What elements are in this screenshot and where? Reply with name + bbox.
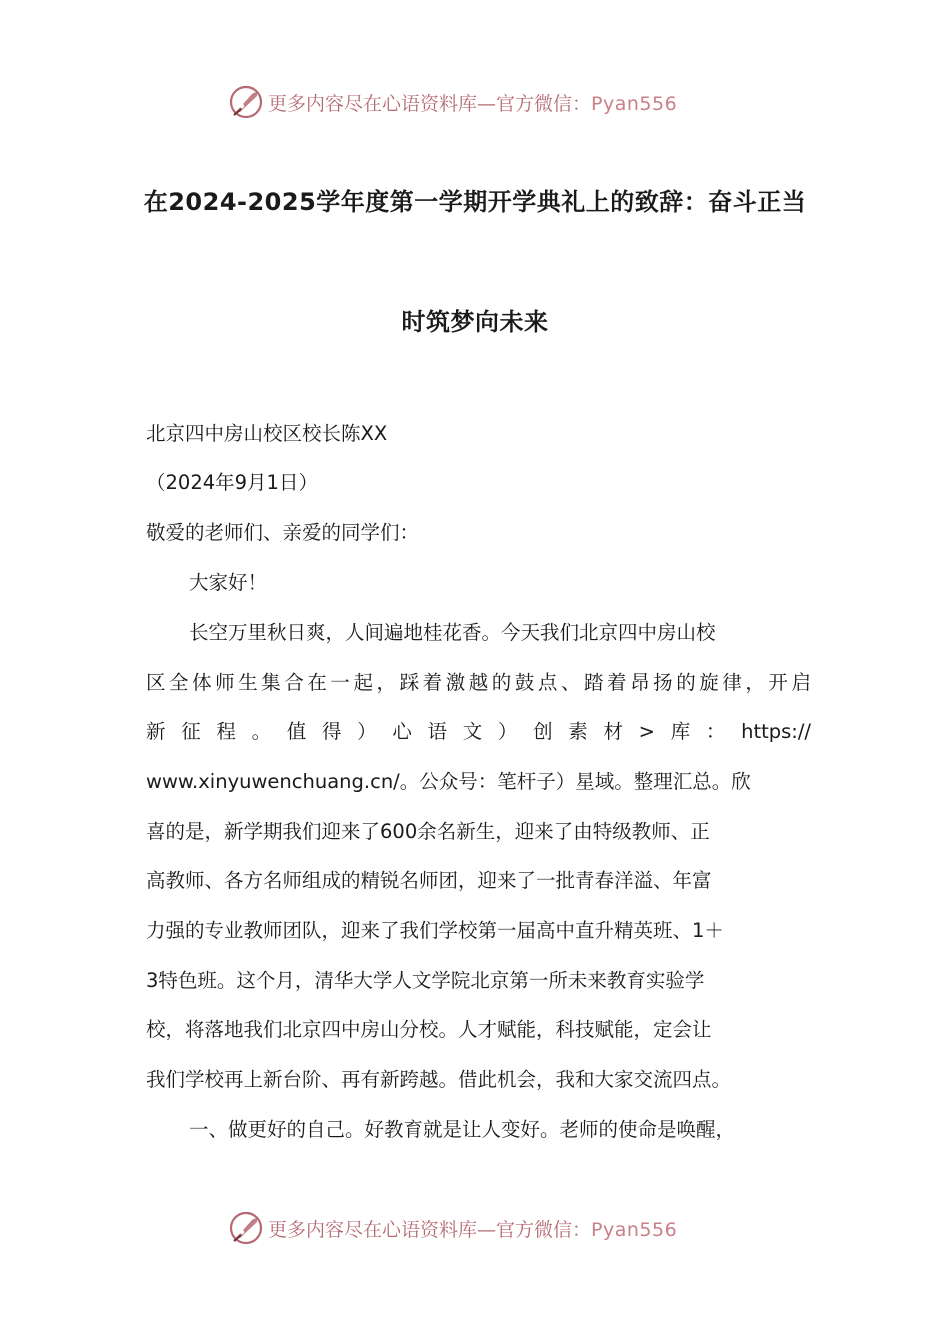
body-line: 新征程。值得）心语文）创素材>库：https://: [146, 720, 811, 743]
body-line: 长空万里秋日爽，人间遍地桂花香。今天我们北京四中房山校: [189, 621, 716, 644]
salutation: 敬爱的老师们、亲爱的同学们：: [146, 521, 420, 544]
body-line: 我们学校再上新台阶、再有新跨越。借此机会，我和大家交流四点。: [146, 1068, 732, 1091]
date-line: （2024年9月1日）: [146, 471, 318, 494]
author-line: 北京四中房山校区校长陈XX: [146, 422, 388, 445]
body-line: 区全体师生集合在一起，踩着激越的鼓点、踏着昂扬的旋律，开启: [146, 671, 811, 694]
body-line: 高教师、各方名师组成的精锐名师团，迎来了一批青春洋溢、年富: [146, 869, 712, 892]
body-line: 3特色班。这个月，清华大学人文学院北京第一所未来教育实验学: [146, 969, 705, 992]
body-line: 校，将落地我们北京四中房山分校。人才赋能，科技赋能，定会让: [146, 1018, 712, 1041]
wechat-id: Pyan556: [591, 92, 678, 115]
body-line: 力强的专业教师团队，迎来了我们学校第一届高中直升精英班、1＋: [146, 919, 724, 942]
banner-text: 更多内容尽在心语资料库—官方微信：Pyan556: [268, 1218, 678, 1241]
wechat-id: Pyan556: [591, 1218, 678, 1241]
title-line-2: 时筑梦向未来: [401, 308, 549, 336]
feather-pen-logo-icon: [228, 1210, 264, 1246]
greeting: 大家好！: [189, 571, 268, 594]
body-line: 喜的是，新学期我们迎来了600余名新生，迎来了由特级教师、正: [146, 820, 710, 843]
header-banner: [228, 82, 728, 122]
footer-banner: [228, 1208, 728, 1248]
feather-pen-logo-icon: [228, 84, 264, 120]
banner-text: 更多内容尽在心语资料库—官方微信：Pyan556: [268, 92, 678, 115]
title-line-1: 在2024-2025学年度第一学期开学典礼上的致辞：奋斗正当: [143, 188, 807, 216]
body-line: 一、做更好的自己。好教育就是让人变好。老师的使命是唤醒，: [189, 1118, 736, 1141]
body-line: www.xinyuwenchuang.cn/。公众号：笔杆子）星域。整理汇总。欣: [146, 770, 751, 793]
